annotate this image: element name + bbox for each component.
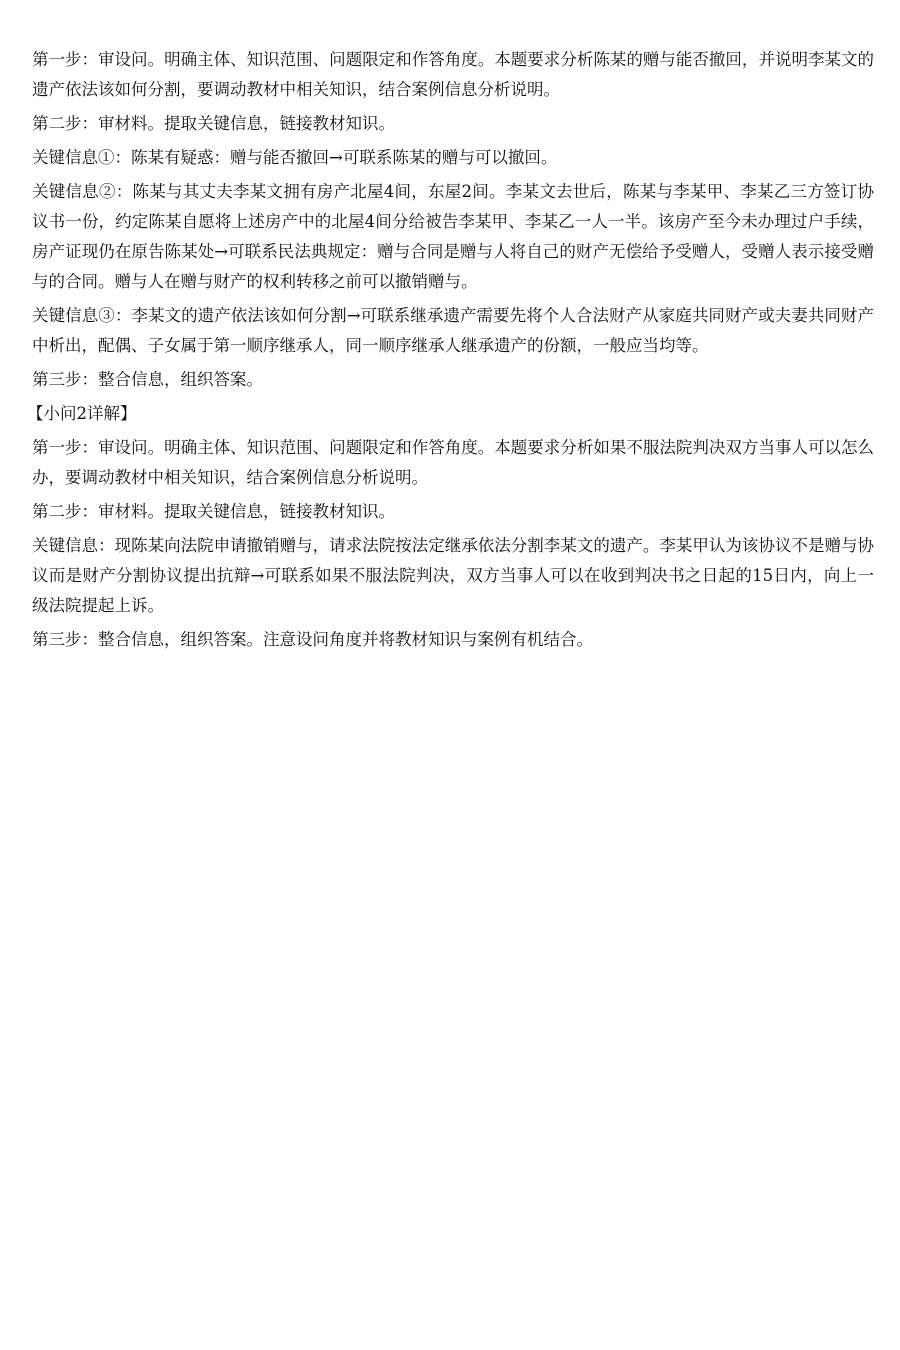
key-info-3-paragraph: 关键信息③：李某文的遗产依法该如何分割→可联系继承遗产需要先将个人合法财产从家庭共同财产或夫妻共同财产中析出，配偶、子女属于第一顺序继承人，同一顺序继承人继承遗产的份额，一般应当均等。 [32,306,874,355]
q2-step-2-paragraph: 第二步：审材料。提取关键信息，链接教材知识。 [32,502,395,521]
step-1-paragraph: 第一步：审设问。明确主体、知识范围、问题限定和作答角度。本题要求分析陈某的赠与能否撤回，并说明李某文的遗产依法该如何分割，要调动教材中相关知识，结合案例信息分析说明。 [32,50,874,99]
q2-step-3-paragraph: 第三步：整合信息，组织答案。注意设问角度并将教材知识与案例有机结合。 [32,630,593,649]
key-info-1-paragraph: 关键信息①：陈某有疑惑：赠与能否撤回→可联系陈某的赠与可以撤回。 [32,148,558,167]
document-page [27,45,874,659]
step-3-paragraph: 第三步：整合信息，组织答案。 [32,370,263,389]
q2-key-info-paragraph: 关键信息：现陈某向法院申请撤销赠与，请求法院按法定继承依法分割李某文的遗产。李某甲认为该协议不是赠与协议而是财产分割协议提出抗辩→可联系如果不服法院判决，双方当事人可以在收到判决书之日起的15日内，向上一级法院提起上诉。 [32,536,874,615]
q2-step-1-paragraph: 第一步：审设问。明确主体、知识范围、问题限定和作答角度。本题要求分析如果不服法院判决双方当事人可以怎么办，要调动教材中相关知识，结合案例信息分析说明。 [32,438,874,487]
subquestion-2-heading: 【小问2详解】 [27,404,137,423]
key-info-2-paragraph: 关键信息②：陈某与其丈夫李某文拥有房产北屋4间，东屋2间。李某文去世后，陈某与李某甲、李某乙三方签订协议书一份，约定陈某自愿将上述房产中的北屋4间分给被告李某甲、李某乙一人一半。该房产至今未办理过户手续，房产证现仍在原告陈某处→可联系民法典规定：赠与合同是赠与人将自己的财产无偿给予受赠人，受赠人表示接受赠与的合同。赠与人在赠与财产的权利转移之前可以撤销赠与。 [32,182,874,291]
step-2-paragraph: 第二步：审材料。提取关键信息，链接教材知识。 [32,114,395,133]
